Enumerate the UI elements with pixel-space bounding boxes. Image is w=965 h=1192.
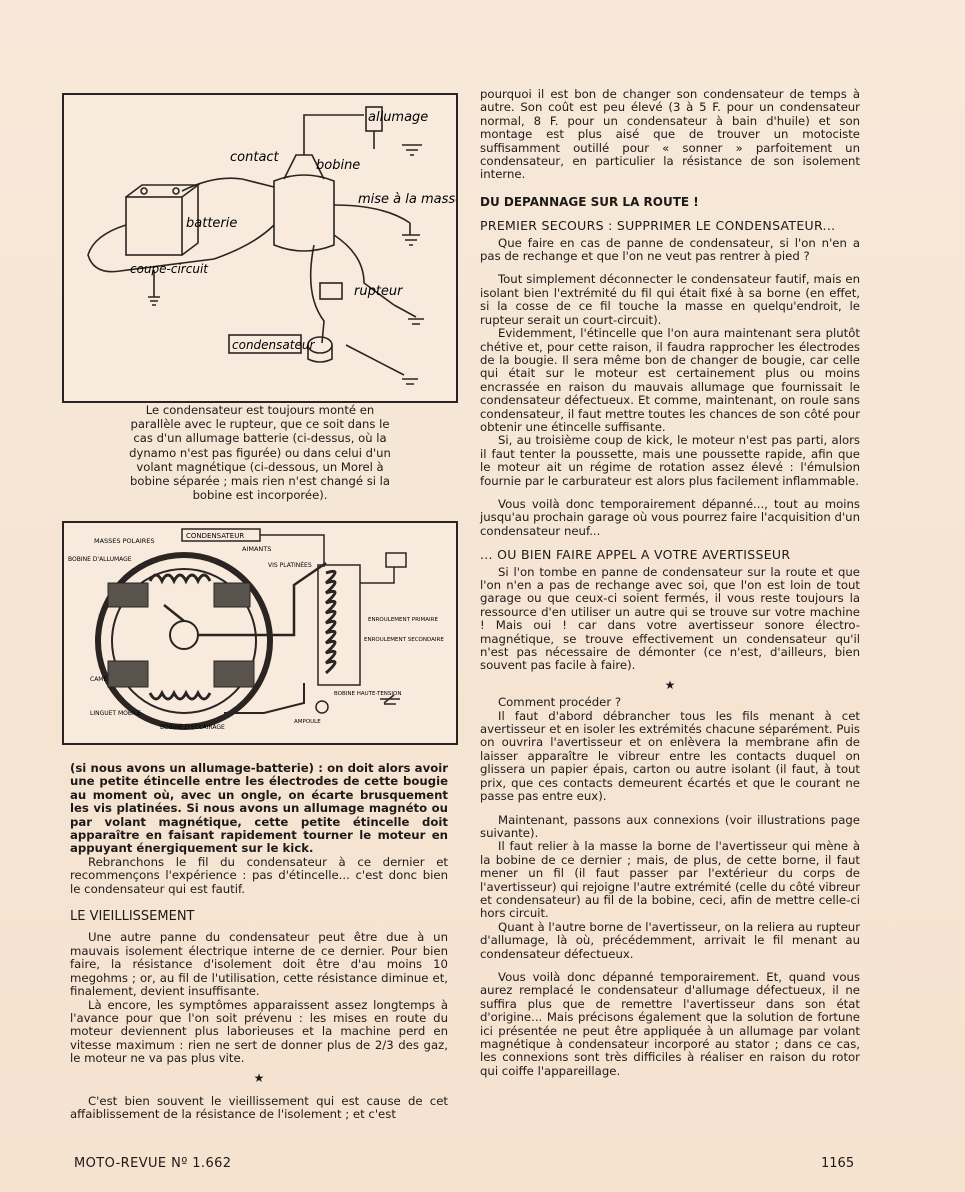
label-coupe-circuit: coupe-circuit xyxy=(130,262,208,276)
right-paragraph-6: Vous voilà donc temporairement dépanné..., tout au moins jusqu'au prochain garage où vous pourrez faire l'acquisition d'un condensateur neuf... xyxy=(480,496,860,538)
left-paragraph-2: Rebranchons le fil du condensateur à ce dernier et recommençons l'expérience : pas d'étincelle... c'est donc bien le condensateur qui est fautif. xyxy=(70,854,448,896)
right-paragraph-3: Tout simplement déconnecter le condensateur fautif, mais en isolant bien l'extrémité du fil qui était fixé à sa borne (en effet, si la cosse de ce fil touche la masse en quelqu'endroit, le rupteur serait un court-circuit). xyxy=(480,272,860,327)
label-enroulement-secondaire: ENROULEMENT SECONDAIRE xyxy=(364,637,444,643)
right-paragraph-8: Comment procéder ? xyxy=(498,695,622,710)
section-heading-depannage: DU DEPANNAGE SUR LA ROUTE ! xyxy=(480,194,699,209)
right-paragraph-4: Evidemment, l'étincelle que l'on aura maintenant sera plutôt chétive et, pour cette raison, il faudra rapprocher les électrodes de la bougie. Il sera même bon de changer de bougie, car celle qui était sur le moteur est certainement plus ou moins encrassée en raison du mauvais allumage que fournissait le condensateur défectueux. Et comme, maintenant, on roule sans condensateur, il faut mettre toutes les chances de son côté pour obtenir une étincelle suffisante. xyxy=(480,326,860,434)
left-paragraph-5: C'est bien souvent le vieillissement qui est cause de cet affaiblissement de la résistance de l'isolement ; et c'est xyxy=(70,1093,448,1122)
label-linguet-mobile: LINGUET MOBILE xyxy=(90,710,141,717)
label-contact: contact xyxy=(230,150,279,165)
figure-caption: Le condensateur est toujours monté en parallèle avec le rupteur, que ce soit dans le cas d'un allumage batterie (ci-dessus, où la dynamo n'est pas figurée) ou dans celui d'un volant magnétique (ci-dessous, un Morel à bobine séparée ; mais rien n'est changé si la bobine est incorporée). xyxy=(129,403,391,503)
label-enroulement-primaire: ENROULEMENT PRIMAIRE xyxy=(368,617,438,623)
label-allumage: allumage xyxy=(368,110,429,125)
label-mise-masse: mise à la masse xyxy=(358,192,456,207)
flywheel-magneto-diagram xyxy=(64,523,456,743)
star-separator-left: ★ xyxy=(253,1070,265,1085)
label-bobine-eclairage: BOBINE D'ÉCLAIRAGE xyxy=(160,724,225,731)
section-heading-avertisseur: ... OU BIEN FAIRE APPEL A VOTRE AVERTISSEUR xyxy=(480,547,791,563)
battery-ignition-diagram xyxy=(64,95,456,401)
right-paragraph-10: Maintenant, passons aux connexions (voir illustrations page suivante). xyxy=(480,812,860,840)
battery-box xyxy=(126,197,182,255)
right-paragraph-5: Si, au troisième coup de kick, le moteur n'est pas parti, alors il faut tenter la poussette, mais une poussette rapide, afin que le moteur ait un régime de rotation assez élevé : l'émulsion fournie par le carburateur est alors plus facilement inflammable. xyxy=(480,433,860,488)
right-paragraph-12: Quant à l'autre borne de l'avertisseur, on la reliera au rupteur d'allumage, là où, précédemment, arrivait le fil menant au condensateur défectueux. xyxy=(480,919,861,961)
right-paragraph-2: Que faire en cas de panne de condensateur, si l'on n'en a pas de rechange et que l'on ne veut pas rentrer à pied ? xyxy=(480,235,860,264)
left-paragraph-4: Là encore, les symptômes apparaissent assez longtemps à l'avance pour que l'on soit prévenu : les mises en route du moteur deviennent plus laborieuses et la machine perd en vitesse maximum : rien ne sert de donner plus de 2/3 des gaz, le moteur ne va pas plus vite. xyxy=(70,997,448,1066)
label-condensateur: condensateur xyxy=(232,338,315,352)
left-paragraph-1: (si nous avons un allumage-batterie) : on doit alors avoir une petite étincelle entre les électrodes de cette bougie au moment où, avec un ongle, on écarte brusquement les vis platinées. Si nous avons un allumage magnéto ou par volant magnétique, cette petite étincelle doit apparaître en faisant rapidement tourner le moteur en appuyant énergiquement sur le kick. xyxy=(70,761,448,856)
section-heading-vieillissement: LE VIEILLISSEMENT xyxy=(70,909,195,925)
footer-publication: MOTO-REVUE Nº 1.662 xyxy=(74,1156,232,1171)
star-separator-right: ★ xyxy=(664,677,676,692)
label-bobine-haute-tension: BOBINE HAUTE-TENSION xyxy=(334,691,402,697)
right-column xyxy=(480,88,860,1078)
section-heading-premier-secours: PREMIER SECOURS : SUPPRIMER LE CONDENSATEUR... xyxy=(480,218,836,234)
right-paragraph-13: Vous voilà donc dépanné temporairement. Et, quand vous aurez remplacé le condensateur d'allumage défectueux, il ne suffira plus que de remettre l'avertisseur dans son état d'origine... Mais précisons également que la solution de fortune ici présentée ne peut être appliquée à un allumage par volant magnétique à condensateur incorporé au stator ; dans ce cas, les connexions sont très difficiles à réaliser en raison du rotor qui coiffe l'appareillage. xyxy=(480,969,860,1078)
right-paragraph-1: pourquoi il est bon de changer son condensateur de temps à autre. Son coût est peu élevé (3 à 5 F. pour un condensateur normal, 8 F. pour un condensateur à bain d'huile) et son montage est plus aisé que de trouver un motociste suffisamment outillé pour « sonner » parfoitement un condensateur, en particulier la résistance de son isolement interne. xyxy=(480,87,860,182)
label-bobine: bobine xyxy=(316,158,361,173)
label-rupteur: rupteur xyxy=(354,284,403,299)
right-paragraph-7: Si l'on tombe en panne de condensateur sur la route et que l'on n'en a pas de rechange avec soi, que l'on est loin de tout garage ou que ceux-ci soient fermés, il vous reste toujours la ressource d'en utiliser un autre qui se trouve sur votre machine ! Mais oui ! car dans votre avertisseur sonore électro-magnétique, se trouve effectivement un condensateur qu'il n'est pas nécessaire de démonter (ce n'est, d'ailleurs, bien souvent pas facile à faire). xyxy=(480,564,860,673)
left-paragraph-3: Une autre panne du condensateur peut être due à un mauvais isolement électrique interne de ce dernier. Pour bien faire, la résistance d'isolement doit être d'au moins 10 megohms ; or, au fil de l'utilisation, cette résistance diminue et, finalement, devient insuffisante. xyxy=(70,930,448,999)
label-vis-platinees: VIS PLATINÉES xyxy=(268,562,312,569)
figure-flywheel-magneto xyxy=(62,521,458,745)
footer-page-number: 1165 xyxy=(821,1156,855,1171)
label-condensateur-2: CONDENSATEUR xyxy=(186,532,245,540)
figure-battery-ignition xyxy=(62,93,458,403)
label-batterie: batterie xyxy=(186,216,238,231)
label-masses-polaires: MASSES POLAIRES xyxy=(94,537,155,545)
label-bobine-allumage: BOBINE D'ALLUMAGE xyxy=(68,556,132,563)
label-came: CAME xyxy=(90,676,108,683)
label-aimants: AIMANTS xyxy=(242,545,272,553)
right-paragraph-11: Il faut relier à la masse la borne de l'avertisseur qui mène à la bobine de ce dernier ; mais, de plus, de cette borne, il faut mener un fil (il faut passer par l'extérieur du corps de l'avertisseur) qui rejoigne l'autre extrémité (celle du côté vibreur et condensateur) au fil de la bobine, ceci, afin de mettre celle-ci hors circuit. xyxy=(480,839,860,921)
left-column xyxy=(70,762,448,1122)
label-ampoule: AMPOULE xyxy=(294,719,321,725)
right-paragraph-9: Il faut d'abord débrancher tous les fils menant à cet avertisseur et en isoler les extrémités chacune séparément. Puis on ouvrira l'avertisseur et on enlèvera la membrane afin de laisser apparaître le vibreur entre les contacts duquel on glissera un papier épais, carton ou autre isolant (il faut, à tout prix, que ces contacts demeurent écartés et que le courant ne passe pas entre eux). xyxy=(480,708,860,804)
